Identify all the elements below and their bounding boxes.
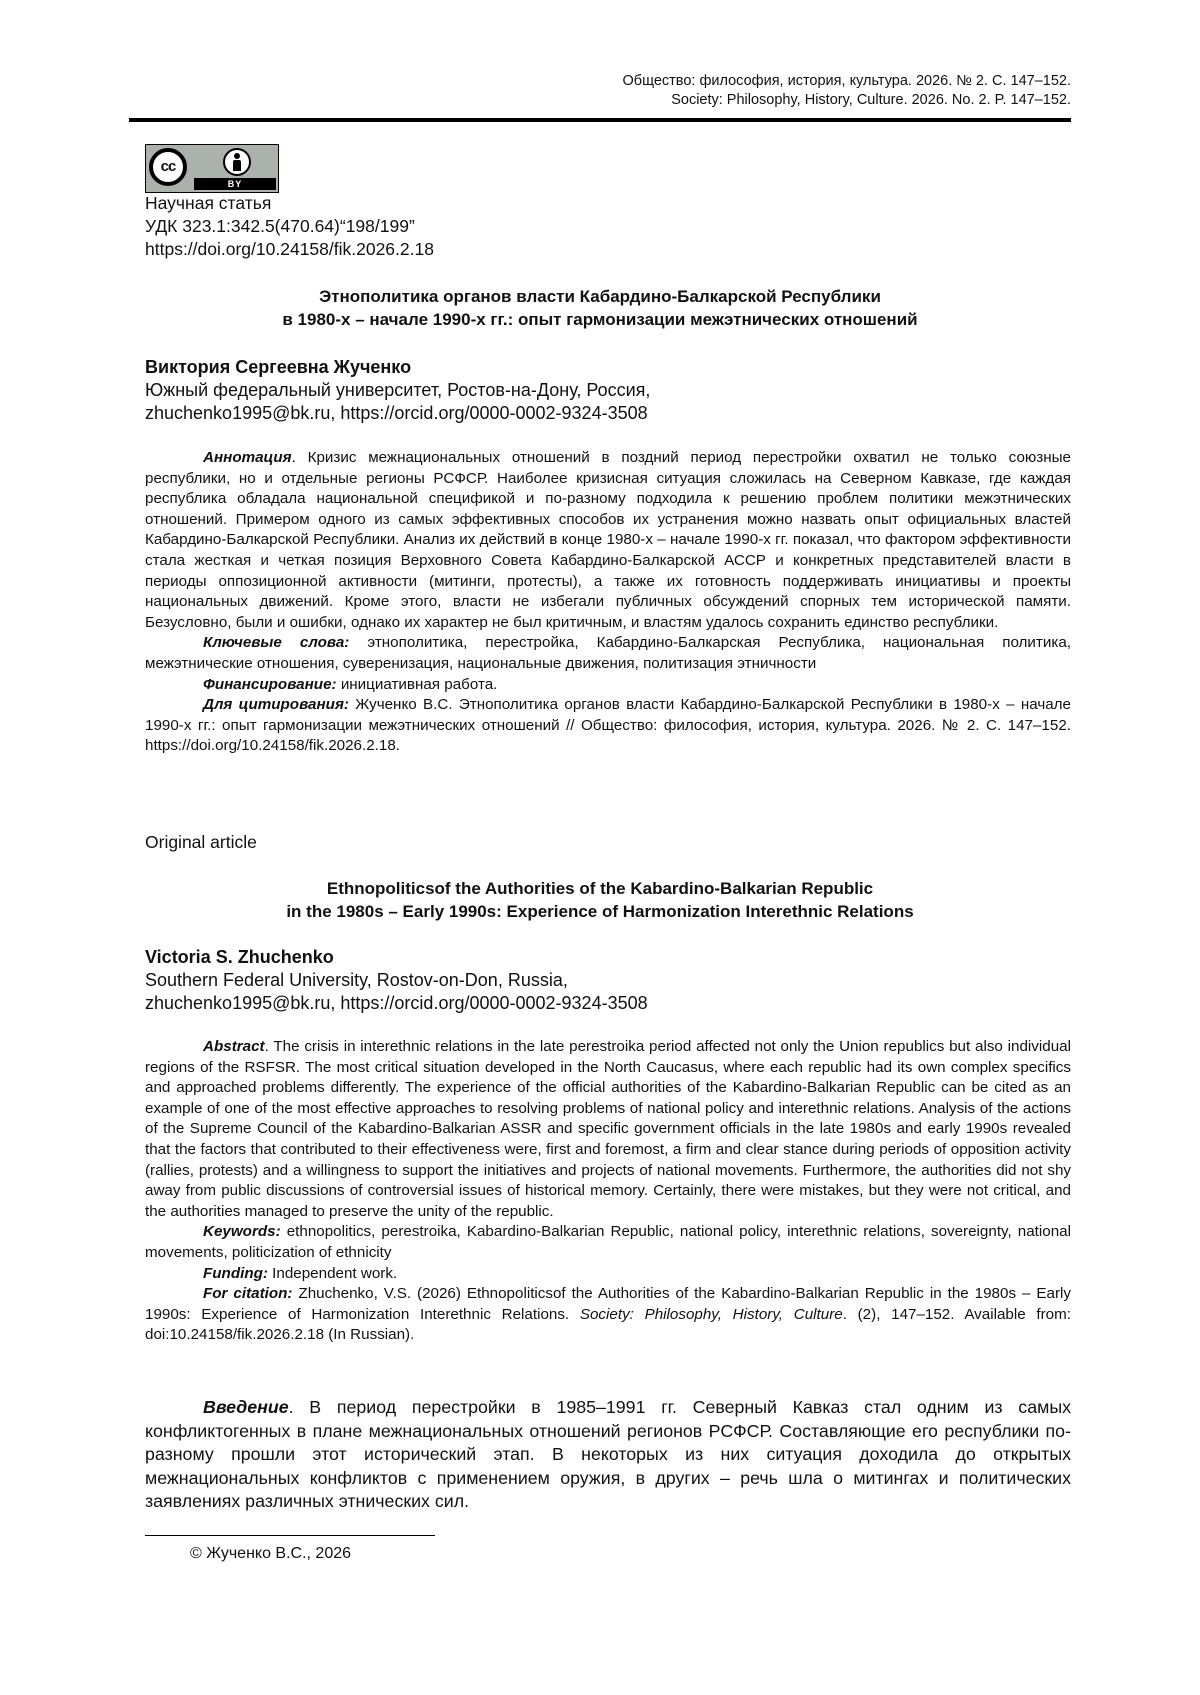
author-contacts-ru[interactable]: zhuchenko1995@bk.ru, https://orcid.org/0000-0002-9324-3508 [145, 403, 648, 423]
author-affiliation-ru: Южный федеральный университет, Ростов-на-Дону, Россия, [145, 380, 651, 400]
article-type-ru: Научная статья [145, 193, 272, 213]
doi-link[interactable]: https://doi.org/10.24158/fik.2026.2.18 [145, 239, 434, 259]
article-type-en: Original article [145, 832, 257, 852]
copyright-footnote: © Жученко В.С., 2026 [190, 1545, 352, 1562]
by-label: BY [194, 178, 276, 190]
abstract-ru [145, 448, 1071, 757]
funding-en: Funding: Independent work. [203, 1264, 398, 1282]
author-name-ru: Виктория Сергеевна Жученко [145, 357, 412, 377]
abstract-en [145, 1037, 1071, 1346]
footnote-rule [145, 1535, 435, 1536]
abstract-ru-text: Аннотация. Кризис межнациональных отношений в поздний период перестройки охватил не только союзные республики, но и отдельные регионы РСФСР. Наиболее кризисная ситуация сложилась на Северном Кавказе, где каждая республика обладала национальной спецификой и по-разному подходила к решению проблем политики межэтнических отношений. Примером одного из самых эффективных способов их устранения можно назвать опыт официальных властей Кабардино-Балкарской Республики. Анализ их действий в конце 1980-х – начале 1990-х гг. показал, что фактором эффективности стала жесткая и четкая позиция Верховного Совета Кабардино-Балкарской АССР и конкретных представителей власти в периоды оппозиционной активности (митинги, протесты), а также их готовность поддерживать инициативы и проекты национальных движений. Кроме этого, власти не избегали публичных обсуждений спорных тем исторической памяти. Безусловно, были и ошибки, однако их характер не был критичным, и властям удалось сохранить единство республики. [145, 449, 1071, 631]
keywords-ru: Ключевые слова: этнополитика, перестройка, Кабардино-Балкарская Республика, национальная политика, межэтнические отношения, суверенизация, национальные движения, политизация этничности [145, 634, 1071, 672]
article-meta [145, 192, 434, 261]
article-title-ru: Этнополитика органов власти Кабардино-Балкарской Республики в 1980-х – начале 1990-х гг.: опыт гармонизации межэтнических отношений [282, 287, 918, 329]
cc-by-license-badge[interactable] [145, 144, 279, 193]
journal-header-en: Society: Philosophy, History, Culture. 2026. No. 2. P. 147–152. [671, 92, 1071, 108]
attribution-icon [223, 148, 251, 176]
header-rule [129, 118, 1071, 122]
article-title-en: Ethnopoliticsof the Authorities of the Kabardino-Balkarian Republic in the 1980s – Early 1990s: Experience of Harmonization Interethnic Relations [286, 879, 914, 921]
udc-code: УДК 323.1:342.5(470.64)“198/199” [145, 216, 415, 236]
journal-header [623, 72, 1072, 110]
cc-icon: cc [149, 148, 187, 186]
citation-ru: Для цитирования: Жученко В.С. Этнополитика органов власти Кабардино-Балкарской Республики в 1980-х – начале 1990-х гг.: опыт гармонизации межэтнических отношений // Общество: философия, история, культура. 2026. № 2. С. 147–152. https://doi.org/10.24158/fik.2026.2.18. [145, 696, 1071, 755]
keywords-en: Keywords: ethnopolitics, perestroika, Kabardino-Balkarian Republic, national policy, interethnic relations, sovereignty, national movements, politicization of ethnicity [145, 1223, 1071, 1261]
author-block-ru [145, 356, 650, 425]
introduction-paragraph: Введение. В период перестройки в 1985–1991 гг. Северный Кавказ стал одним из самых конфликтогенных в плане межнациональных отношений регионов РСФСР. Составляющие его республики по-разному прошли этот исторический этап. В некоторых из них ситуация доходила до открытых межнациональных конфликтов с применением оружия, в других – речь шла о митингах и политических заявлениях различных этнических сил. [145, 1397, 1071, 1511]
funding-ru: Финансирование: инициативная работа. [203, 675, 498, 693]
journal-header-ru: Общество: философия, история, культура. 2026. № 2. С. 147–152. [622, 73, 1071, 89]
author-block-en [145, 946, 648, 1015]
abstract-en-text: Abstract. The crisis in interethnic relations in the late perestroika period affected not only the Union republics but also individual regions of the RSFSR. The most critical situation developed in the North Caucasus, where each republic had its own complex specifics and approached problems differently. The experience of the official authorities of the Kabardino-Balkarian Republic can be cited as an example of one of the most effective approaches to resolving problems of national policy and interethnic relations. Analysis of the actions of the Supreme Council of the Kabardino-Balkarian ASSR and specific government officials in the late 1980s and early 1990s revealed that the factors that contributed to their effectiveness were, first and foremost, a firm and clear stance during periods of opposition activity (rallies, protests) and a willingness to support the initiatives and projects of national movements. Furthermore, the authorities did not shy away from public discussions of controversial issues of historical memory. Certainly, there were mistakes, but they were not critical, and the authorities managed to preserve the unity of the republic. [145, 1038, 1071, 1220]
author-contacts-en[interactable]: zhuchenko1995@bk.ru, https://orcid.org/0000-0002-9324-3508 [145, 993, 648, 1013]
citation-en: For citation: Zhuchenko, V.S. (2026) Ethnopoliticsof the Authorities of the Kabardino-Balkarian Republic in the 1980s – Early 1990s: Experience of Harmonization Interethnic Relations. Society: Philosophy, History, Culture. (2), 147–152. Available from: doi:10.24158/fik.2026.2.18 (In Russian). [145, 1285, 1071, 1344]
author-affiliation-en: Southern Federal University, Rostov-on-Don, Russia, [145, 970, 568, 990]
author-name-en: Victoria S. Zhuchenko [145, 947, 334, 967]
